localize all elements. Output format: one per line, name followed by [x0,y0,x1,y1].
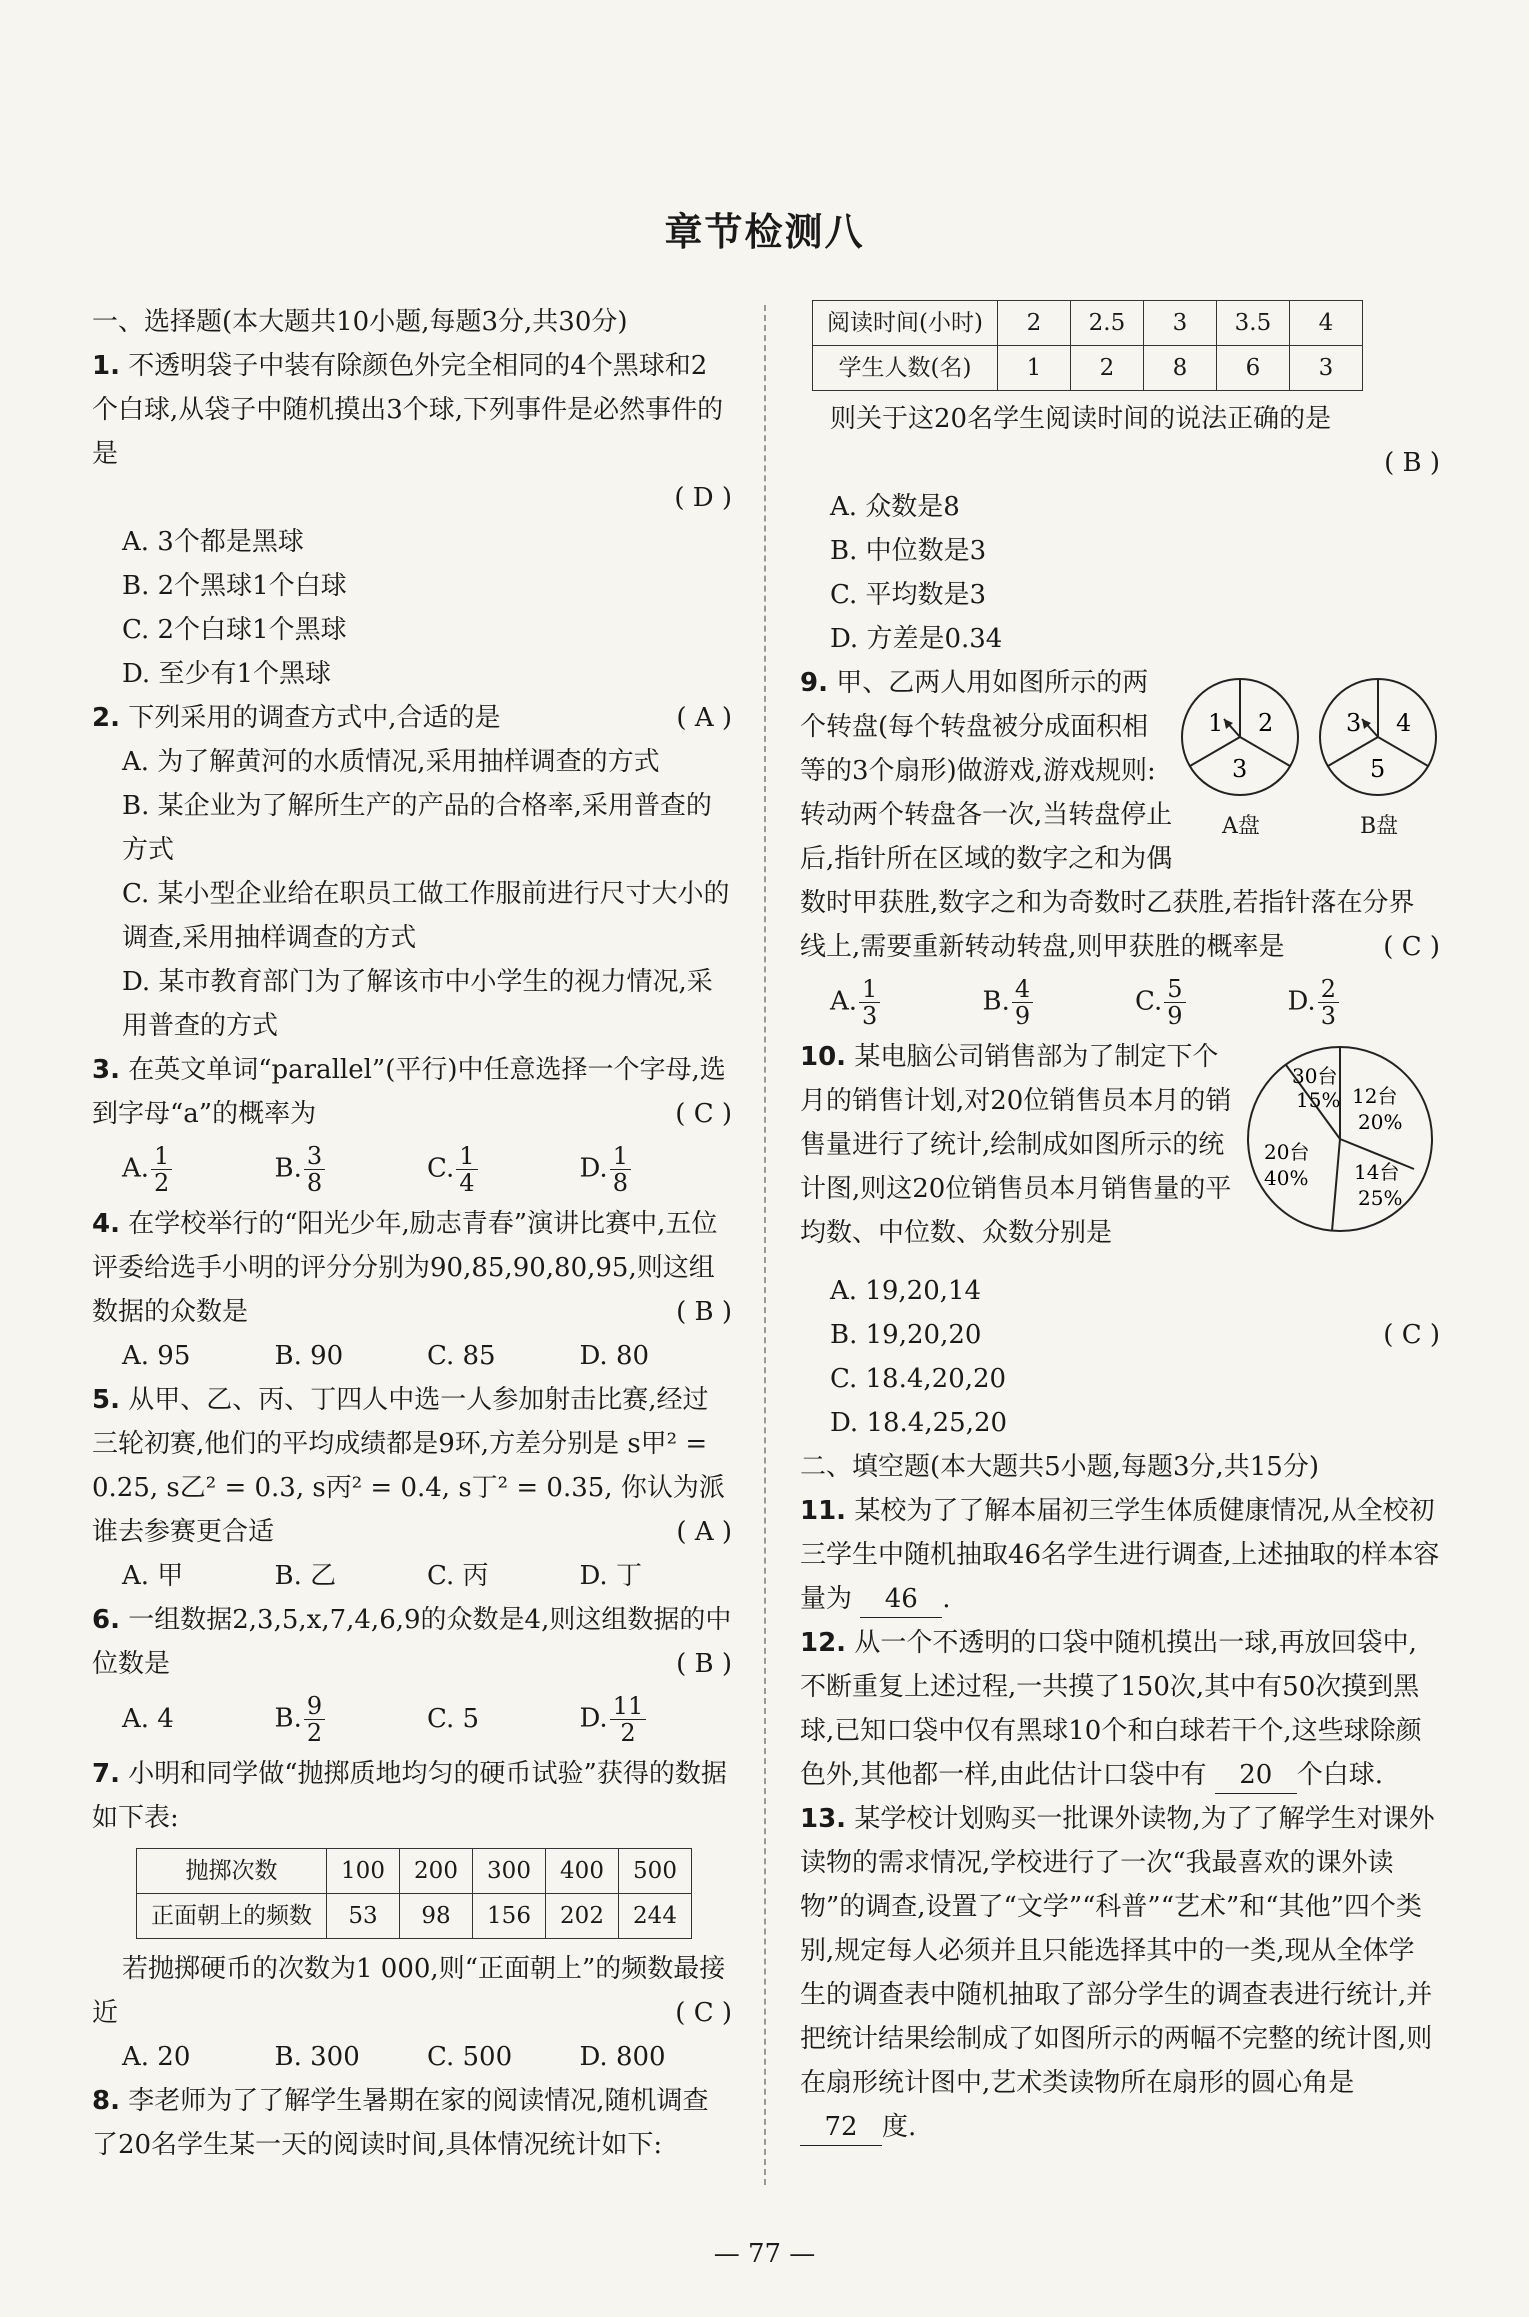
table-row: 抛掷次数 100 200 300 400 500 [137,1849,692,1894]
question-text: 不透明袋子中装有除颜色外完全相同的4个黑球和2个白球,从袋子中随机摸出3个球,下列事件是必然事件的是 [92,351,724,469]
question-text: 在英文单词“parallel”(平行)中任意选择一个字母,选到字母“a”的概率为 [92,1055,726,1129]
question-number: 10. [800,1042,847,1072]
question-number: 6. [92,1605,120,1635]
fraction: $\frac{1}{8}$ [610,1143,631,1196]
spinner-b-num-1: 3 [1346,709,1362,737]
option-d: D. $\frac{1}{8}$ [580,1143,733,1196]
fraction: $\frac{1}{2}$ [151,1143,172,1196]
question-number: 1. [92,351,120,381]
question-text-2: 你认为派谁去参赛更合适 [92,1473,725,1547]
question-7 [92,1752,732,2079]
option-d: D. $\frac{2}{3}$ [1288,976,1441,1029]
option-c: C. 85 [427,1341,496,1371]
question-9 [800,661,1440,1035]
question-3 [92,1048,732,1202]
option-a: A. 95 [122,1341,191,1371]
question-text: 在学校举行的“阳光少年,励志青春”演讲比赛中,五位评委给选手小明的评分分别为90,85,90,80,95,则这组数据的众数是 [92,1209,718,1327]
left-column [92,300,732,2167]
pie-percent: 25% [1358,1186,1403,1210]
page-number: — 77 — [713,2239,816,2269]
page-title: 章节检测八 [664,210,865,254]
pie-label: 12台 [1352,1084,1398,1108]
answer-blank: 72 [800,2109,882,2146]
spinners-svg [1180,665,1440,815]
question-5 [92,1378,732,1598]
question-12: 12. 从一个不透明的口袋中随机摸出一球,再放回袋中,不断重复上述过程,一共摸了150次,其中有50次摸到黑球,已知口袋中仅有黑球10个和白球若干个,这些球除颜色外,其他都一样,由此估计口袋中有 20 个白球. [800,1621,1440,1797]
question-number: 12. [800,1628,847,1658]
question-6 [92,1598,732,1752]
option-c: C. $\frac{1}{4}$ [427,1143,580,1196]
spinner-a-num-3: 3 [1232,755,1248,783]
option-a: A. 20 [122,2042,191,2072]
option-a: A. 4 [122,1704,174,1734]
option-b: B. 乙 [274,1561,337,1591]
pie-label: 30台 [1292,1064,1338,1088]
spinner-b-num-2: 4 [1396,709,1412,737]
question-text: 小明和同学做“抛掷质地均匀的硬币试验”获得的数据如下表: [92,1759,727,1833]
option-a: A. 3个都是黑球 [122,527,304,557]
answer-blank: 46 [860,1581,942,1618]
option-a: A. 甲 [122,1561,184,1591]
option-b: B. 19,20,20 [830,1320,982,1350]
question-2 [92,696,732,1048]
question-text-2: 若抛掷硬币的次数为1 000,则“正面朝上”的频数最接近 [92,1954,726,2028]
question-text: 某电脑公司销售部为了制定下个月的销售计划,对20位销售员本月的销售量进行了统计,绘制成如图所示的统计图,则这20位销售员本月销售量的平均数、中位数、众数分别是 [800,1042,1232,1248]
fraction: $\frac{5}{9}$ [1164,976,1185,1029]
spinner-a-label: A盘 [1222,814,1260,839]
section-fill-heading: 二、填空题(本大题共5小题,每题3分,共15分) [800,1452,1319,1482]
fraction: $\frac{1}{4}$ [456,1143,477,1196]
question-text-2: 则关于这20名学生阅读时间的说法正确的是 [830,404,1332,434]
reading-table [812,300,1363,391]
option-b: B. 2个黑球1个白球 [122,571,347,601]
variance-values: s甲² = 0.25, s乙² = 0.3, s丙² = 0.4, s丁² = 0.35, [92,1429,708,1503]
spinner-a-num-1: 1 [1208,709,1224,737]
answer: ( B ) [1384,448,1440,478]
pie-figure [1240,1039,1440,1269]
question-number: 5. [92,1385,120,1415]
answer: ( C ) [675,1998,732,2028]
option-a: A. $\frac{1}{2}$ [122,1143,275,1196]
question-number: 11. [800,1496,847,1526]
option-b: B. $\frac{9}{2}$ [275,1693,428,1746]
pie-percent: 20% [1358,1110,1403,1134]
spinner-b-label: B盘 [1360,814,1399,839]
answer: ( C ) [675,1099,732,1129]
option-c: C. 2个白球1个黑球 [122,615,347,645]
spinner-a [1182,679,1298,795]
question-1 [92,344,732,696]
answer: ( C ) [1383,1320,1440,1350]
option-c: C. 5 [427,1704,480,1734]
question-text: 李老师为了了解学生暑期在家的阅读情况,随机调查了20名学生某一天的阅读时间,具体情况统计如下: [92,2086,709,2160]
answer: ( A ) [676,703,732,733]
question-number: 8. [92,2086,120,2116]
option-a: A. 众数是8 [830,492,960,522]
option-b: B. 90 [274,1341,344,1371]
option-d: D. 800 [579,2042,666,2072]
question-number: 7. [92,1759,120,1789]
question-text: 一组数据2,3,5,x,7,4,6,9的众数是4,则这组数据的中位数是 [92,1605,732,1679]
question-number: 9. [800,668,828,698]
answer: ( D ) [674,483,732,513]
option-c: C. 某小型企业给在职员工做工作服前进行尺寸大小的调查,采用抽样调查的方式 [122,879,730,953]
fraction: $\frac{11}{2}$ [610,1693,647,1746]
option-d: D. 方差是0.34 [830,624,1003,654]
option-a: A. $\frac{1}{3}$ [830,976,983,1029]
question-text: 从一个不透明的口袋中随机摸出一球,再放回袋中,不断重复上述过程,一共摸了150次,其中有50次摸到黑球,已知口袋中仅有黑球10个和白球若干个,这些球除颜色外,其他都一样,由此估计口袋中有 [800,1628,1422,1790]
question-number: 2. [92,703,120,733]
option-b: B. $\frac{3}{8}$ [275,1143,428,1196]
question-11: 11. 某校为了了解本届初三学生体质健康情况,从全校初三学生中随机抽取46名学生进行调查,上述抽取的样本容量为 46 . [800,1489,1440,1621]
answer: ( C ) [1383,932,1440,962]
option-b: B. $\frac{4}{9}$ [983,976,1136,1029]
option-d: D. $\frac{11}{2}$ [580,1693,733,1746]
right-column [800,300,1440,2149]
question-10 [800,1035,1440,1445]
question-number: 13. [800,1804,847,1834]
option-d: D. 80 [579,1341,650,1371]
option-b: B. 300 [274,2042,360,2072]
answer: ( A ) [676,1517,732,1547]
option-d: D. 18.4,25,20 [830,1408,1008,1438]
question-text: 甲、乙两人用如图所示的两个转盘(每个转盘被分成面积相等的3个扇形)做游戏,游戏规则:转动两个转盘各一次,当转盘停止后,指针所在区域的数字之和为偶数时甲获胜,数字之和为奇数时乙获胜,若指针落在分界线上,需要重新转动转盘,则甲获胜的概率是 [800,668,1415,962]
spinner-b-num-3: 5 [1370,755,1386,783]
answer: ( B ) [676,1297,732,1327]
question-number: 4. [92,1209,120,1239]
option-c: C. 18.4,20,20 [830,1364,1007,1394]
question-13: 13. 某学校计划购买一批课外读物,为了了解学生对课外读物的需求情况,学校进行了一次“我最喜欢的课外读物”的调查,设置了“文学”“科普”“艺术”和“其他”四个类别,规定每人必须并且只能选择其中的一类,现从全体学生的调查表中随机抽取了部分学生的调查表进行统计,并把统计结果绘制成了如图所示的两幅不完整的统计图,则在扇形统计图中,艺术类读物所在扇形的圆心角是 72 度. [800,1797,1440,2149]
fraction: $\frac{4}{9}$ [1012,976,1033,1029]
pie-label: 14台 [1354,1160,1400,1184]
pie-percent: 40% [1264,1166,1309,1190]
table-row: 学生人数(名) 1 2 8 6 3 [813,346,1363,391]
fraction: $\frac{2}{3}$ [1318,976,1339,1029]
question-number: 3. [92,1055,120,1085]
option-a: A. 19,20,14 [830,1276,982,1306]
answer-blank: 20 [1215,1757,1297,1794]
option-b: B. 某企业为了解所生产的产品的合格率,采用普查的方式 [122,791,712,865]
question-4 [92,1202,732,1378]
question-8-continued [800,397,1440,661]
fraction: $\frac{1}{3}$ [859,976,880,1029]
pie-label: 20台 [1264,1140,1310,1164]
answer: ( B ) [676,1649,732,1679]
option-d: D. 至少有1个黑球 [122,659,331,689]
table-row: 正面朝上的频数 53 98 156 202 244 [137,1894,692,1939]
coin-table [136,1848,692,1939]
question-8 [92,2079,732,2167]
option-b: B. 中位数是3 [830,536,987,566]
option-c: C. 平均数是3 [830,580,987,610]
spinner-a-num-2: 2 [1258,709,1274,737]
spinner-figure [1180,665,1440,845]
question-text: 某校为了了解本届初三学生体质健康情况,从全校初三学生中随机抽取46名学生进行调查,上述抽取的样本容量为 [800,1496,1440,1614]
column-divider [764,305,766,2185]
option-a: A. 为了解黄河的水质情况,采用抽样调查的方式 [122,747,660,777]
sales-pie-chart [1240,1039,1440,1239]
fraction: $\frac{9}{2}$ [304,1693,325,1746]
fraction: $\frac{3}{8}$ [304,1143,325,1196]
question-text: 从甲、乙、丙、丁四人中选一人参加射击比赛,经过三轮初赛,他们的平均成绩都是9环,方差分别是 [92,1385,709,1459]
question-text: 某学校计划购买一批课外读物,为了了解学生对课外读物的需求情况,学校进行了一次“我最喜欢的课外读物”的调查,设置了“文学”“科普”“艺术”和“其他”四个类别,规定每人必须并且只能选择其中的一类,现从全体学生的调查表中随机抽取了部分学生的调查表进行统计,并把统计结果绘制成了如图所示的两幅不完整的统计图,则在扇形统计图中,艺术类读物所在扇形的圆心角是 [800,1804,1435,2098]
option-c: C. 丙 [427,1561,489,1591]
option-d: D. 丁 [579,1561,642,1591]
spinner-b [1320,679,1436,795]
question-text: 下列采用的调查方式中,合适的是 [128,703,501,733]
option-d: D. 某市教育部门为了解该市中小学生的视力情况,采用普查的方式 [122,967,713,1041]
pie-percent: 15% [1296,1088,1341,1112]
option-c: C. $\frac{5}{9}$ [1135,976,1288,1029]
table-row: 阅读时间(小时) 2 2.5 3 3.5 4 [813,301,1363,346]
section-choice-heading: 一、选择题(本大题共10小题,每题3分,共30分) [92,307,628,337]
option-c: C. 500 [427,2042,513,2072]
